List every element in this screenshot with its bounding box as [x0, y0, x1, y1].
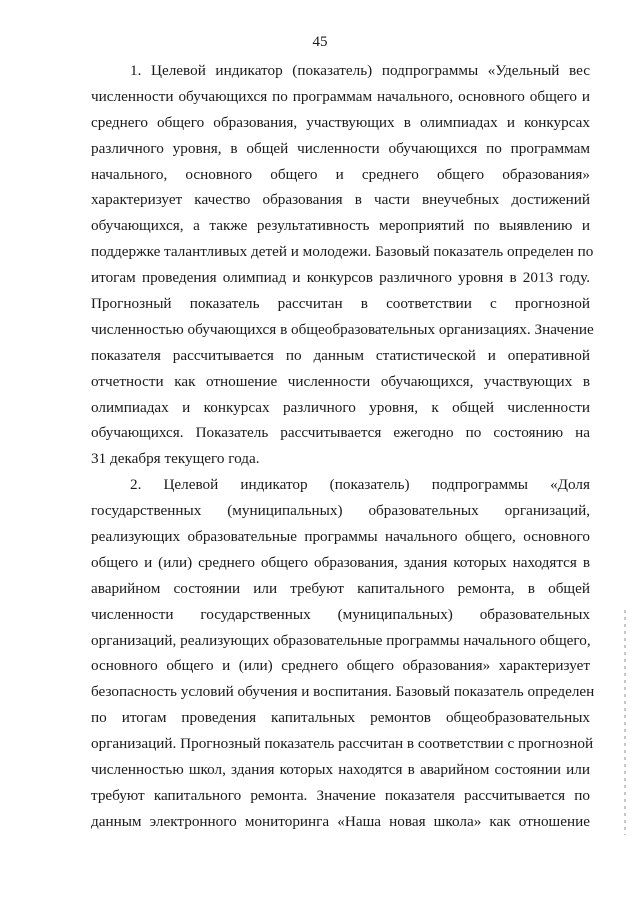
text-line: показателя рассчитывается по данным статистической и оперативной [91, 346, 590, 364]
text-line: поддержке талантливых детей и молодежи. Базовый показатель определен по [91, 243, 594, 261]
text-line: обучающихся, а также результативность мероприятий по выявлению и [91, 217, 590, 235]
text-line: численности обучающихся по программам начального, основного общего и [91, 87, 590, 105]
text-line: отчетности как отношение численности обучающихся, участвующих в [91, 372, 590, 390]
text-line: государственных (муниципальных) образовательных организаций, [91, 502, 590, 520]
text-line: организаций, реализующих образовательные программы начального общего, [91, 631, 591, 649]
text-line: 31 декабря текущего года. [91, 450, 260, 468]
text-line: 2. Целевой индикатор (показатель) подпрограммы «Доля [130, 476, 590, 494]
text-line: обучающихся. Показатель рассчитывается ежегодно по состоянию на [91, 424, 590, 442]
text-line: начального, основного общего и среднего общего образования» [91, 165, 590, 183]
text-line: аварийном состоянии или требуют капитального ремонта, в общей [91, 579, 590, 597]
text-line: общего и (или) среднего общего образования, здания которых находятся в [91, 553, 590, 571]
text-line: различного уровня, в общей численности обучающихся по программам [91, 139, 590, 157]
text-line: численностью школ, здания которых находятся в аварийном состоянии или [91, 761, 590, 779]
scan-margin-mark [624, 610, 626, 835]
text-line: требуют капитального ремонта. Значение показателя рассчитывается по [91, 786, 590, 804]
document-body [91, 58, 595, 835]
text-line: численностью обучающихся в общеобразовательных организациях. Значение [91, 320, 594, 338]
text-line: Прогнозный показатель рассчитан в соответствии с прогнозной [91, 295, 590, 313]
text-line: среднего общего образования, участвующих в олимпиадах и конкурсах [91, 113, 590, 131]
text-line: реализующих образовательные программы начального общего, основного [91, 528, 590, 546]
text-line: организаций. Прогнозный показатель рассчитан в соответствии с прогнозной [91, 735, 594, 753]
text-line: основного общего и (или) среднего общего образования» характеризует [91, 657, 590, 675]
text-line: 1. Целевой индикатор (показатель) подпрограммы «Удельный вес [130, 62, 590, 79]
text-line: по итогам проведения капитальных ремонтов общеобразовательных [91, 709, 590, 727]
page-number: 45 [312, 34, 328, 50]
text-line: данным электронного мониторинга «Наша новая школа» как отношение [91, 812, 590, 830]
text-line: численности государственных (муниципальных) образовательных [91, 605, 590, 623]
text-line: характеризует качество образования в части внеучебных достижений [91, 191, 590, 209]
text-line: итогам проведения олимпиад и конкурсов различного уровня в 2013 году. [91, 269, 590, 287]
text-line: олимпиадах и конкурсах различного уровня, к общей численности [91, 398, 590, 416]
text-line: безопасность условий обучения и воспитания. Базовый показатель определен [91, 683, 595, 701]
